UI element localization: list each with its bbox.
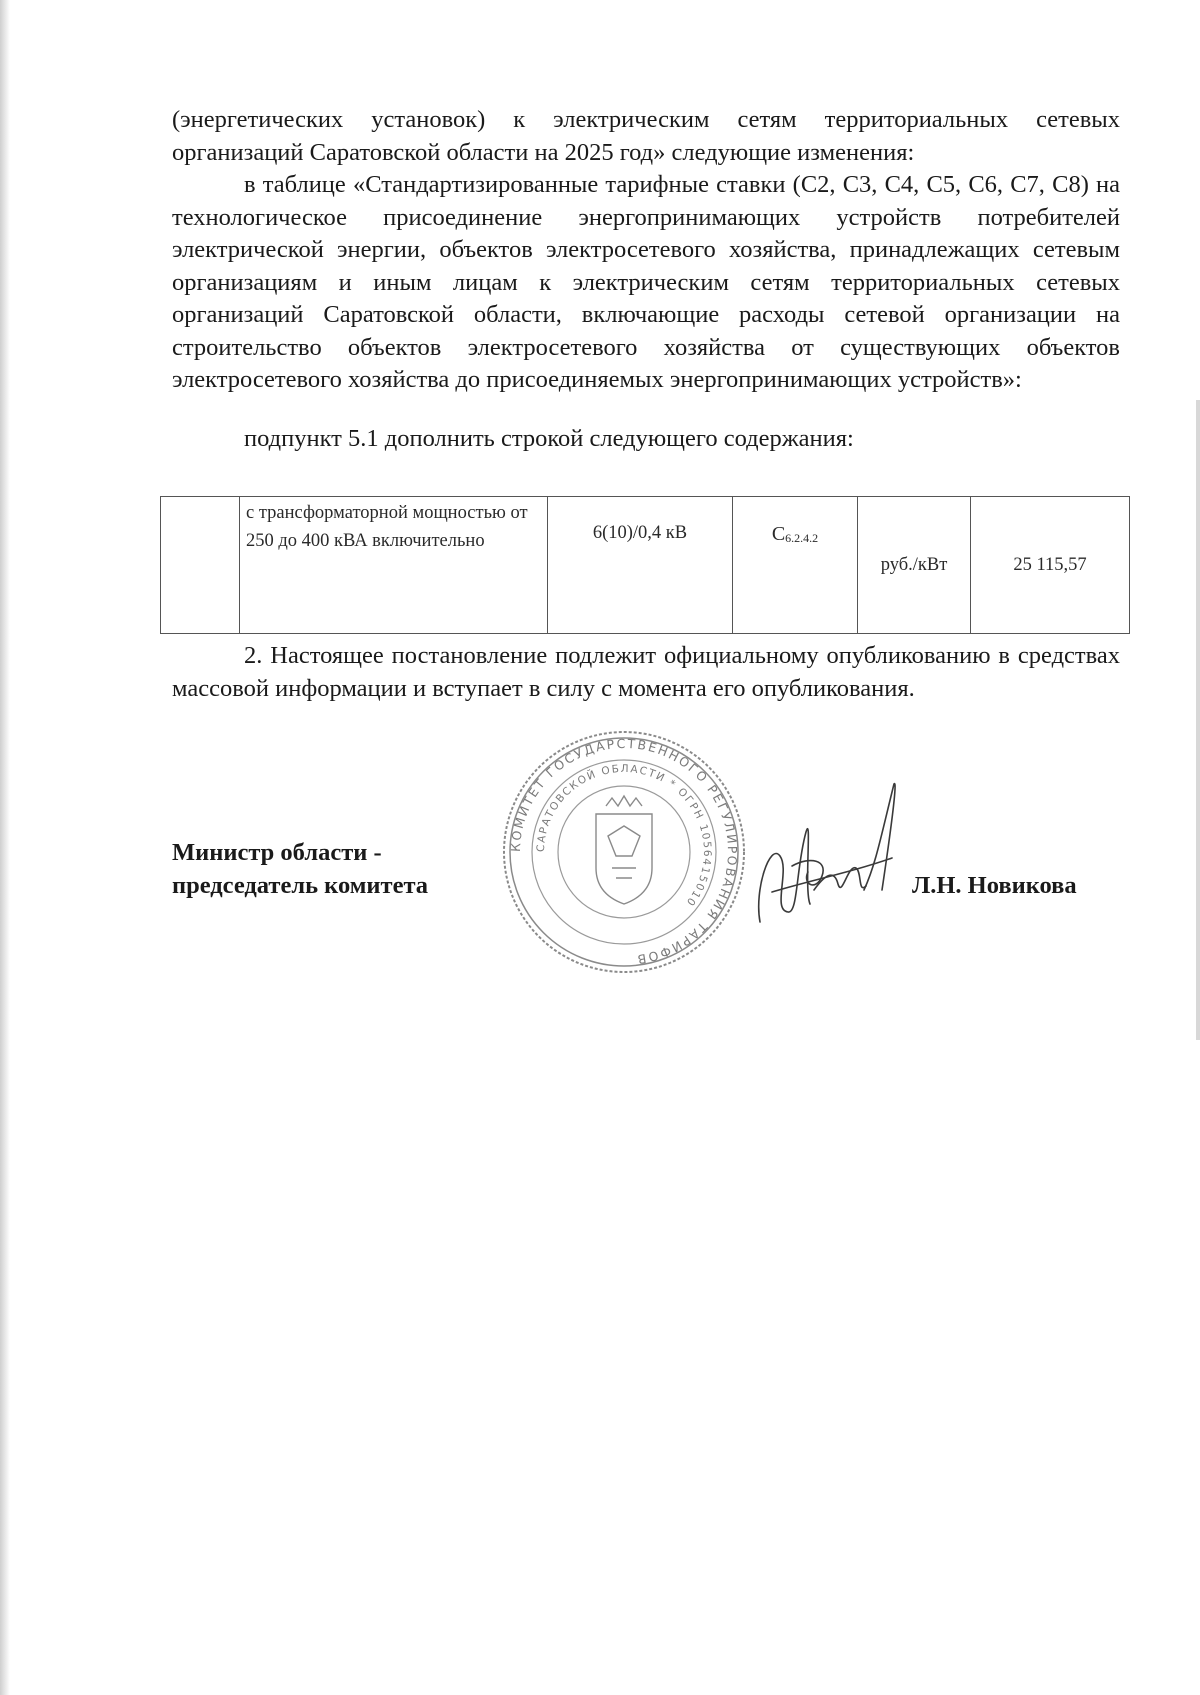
table-row xyxy=(161,497,1130,634)
paragraph-intro: (энергетических установок) к электрическим сетям территориальных сетевых организаций Саратовской области на 2025 год» следующие изменения: xyxy=(172,106,1120,166)
paragraph-subclause: подпункт 5.1 дополнить строкой следующего содержания: xyxy=(244,424,854,452)
paragraph-publication: 2. Настоящее постановление подлежит официальному опубликованию в средствах массовой информации и вступает в силу с момента его опубликования. xyxy=(172,642,1120,702)
seal-ring-3 xyxy=(532,760,716,944)
seal-inner-text: САРАТОВСКОЙ ОБЛАСТИ * ОГРН 1056415010 xyxy=(534,762,714,909)
coat-of-arms-icon xyxy=(596,796,652,904)
scan-edge-right xyxy=(1196,400,1200,1040)
rate-code-base: С xyxy=(771,523,786,545)
handwritten-signature xyxy=(752,772,912,942)
cell-number xyxy=(161,497,240,634)
seal-ring-4 xyxy=(558,786,690,918)
signatory-title xyxy=(172,836,428,902)
cell-value: 25 115,57 xyxy=(971,497,1130,634)
signatory-name: Л.Н. Новикова xyxy=(912,872,1077,899)
signatory-title-line2: председатель комитета xyxy=(172,872,429,899)
cell-description: с трансформаторной мощностью от 250 до 400 кВА включительно xyxy=(240,497,548,634)
cell-voltage: 6(10)/0,4 кВ xyxy=(548,497,733,634)
scan-edge-left xyxy=(0,0,10,1695)
paragraph-table-reference: в таблице «Стандартизированные тарифные ставки (С2, С3, С4, С5, С6, С7, С8) на технологическое присоединение энергопринимающих устройств потребителей электрической энергии, объектов электросетевого хозяйства, принадлежащих сетевым организациям и иным лицам к электрическим сетям территориальных сетевых организаций Саратовской области, включающие расходы сетевой организации на строительство объектов электросетевого хозяйства от существующих объектов электросетевого хозяйства до присоединяемых энергопринимающих устройств»: xyxy=(172,171,1120,393)
tariff-table xyxy=(160,496,1130,634)
seal-outer-text: КОМИТЕТ ГОСУДАРСТВЕННОГО РЕГУЛИРОВАНИЯ ТАРИФОВ xyxy=(507,735,741,968)
cell-rate-code xyxy=(733,497,858,634)
official-seal xyxy=(500,728,748,976)
document-body xyxy=(172,104,1120,455)
rate-code-subscript: 6.2.4.2 xyxy=(785,531,819,545)
cell-unit: руб./кВт xyxy=(858,497,971,634)
publication-clause xyxy=(172,640,1120,705)
signatory-title-line1: Министр области - xyxy=(172,839,382,866)
